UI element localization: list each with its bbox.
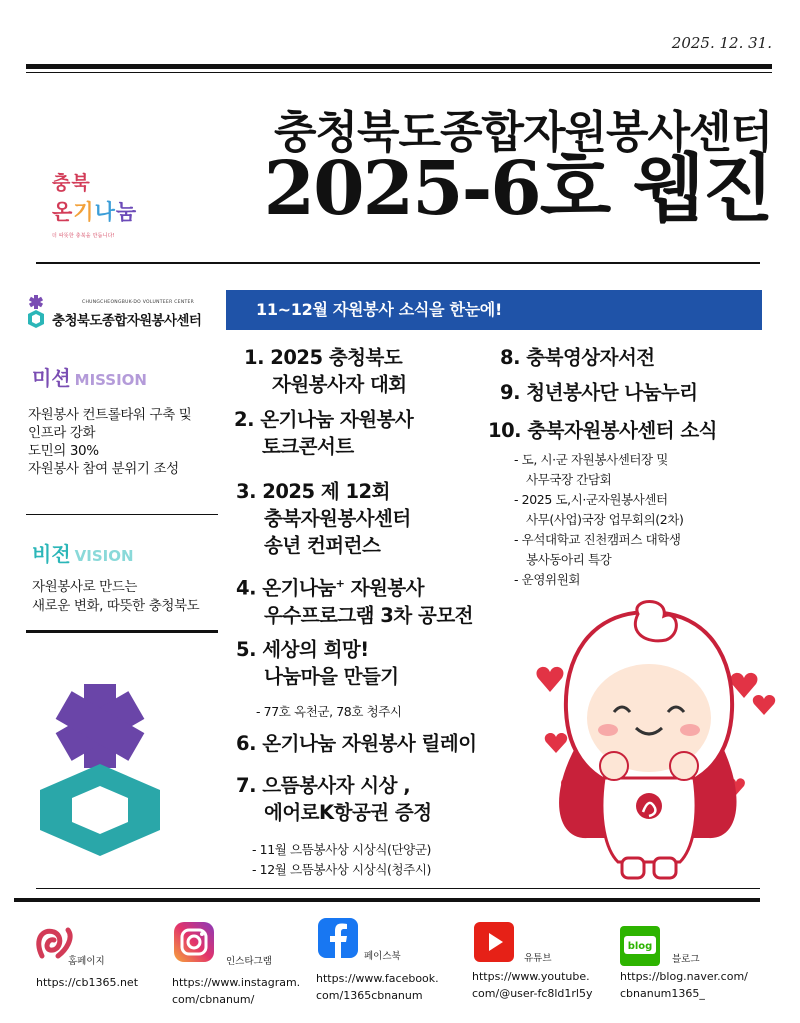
masthead-org: 충청북도종합자원봉사센터 bbox=[273, 107, 772, 158]
news-banner: 11~12월 자원봉사 소식을 한눈에! bbox=[226, 290, 762, 330]
footer-blog[interactable]: blog 블로그 https://blog.naver.com/ cbnanum1365_ bbox=[620, 918, 770, 1008]
divider bbox=[26, 630, 218, 633]
toc-item-7[interactable]: 7. 으뜸봉사자 시상 , 에어로K항공권 증정 bbox=[236, 774, 432, 824]
footer-rule-thick bbox=[14, 898, 760, 902]
top-rule bbox=[26, 64, 772, 69]
footer-rule-thin bbox=[36, 888, 760, 889]
issue-date: 2025. 12. 31. bbox=[671, 34, 772, 52]
org-korean-name: 충청북도종합자원봉사센터 bbox=[52, 313, 202, 329]
svg-text:blog: blog bbox=[627, 941, 653, 952]
toc-item-5[interactable]: 5. 세상의 희망! 나눔마을 만들기 bbox=[236, 638, 399, 688]
toc-item-7-detail: - 11월 으뜸봉사상 시상식(단양군) - 12월 으뜸봉사상 시상식(청주시) bbox=[252, 842, 431, 877]
logo-line2: 온기나눔 bbox=[52, 200, 138, 224]
facebook-icon bbox=[318, 918, 358, 958]
toc-item-9[interactable]: 9. 청년봉사단 나눔누리 bbox=[500, 381, 698, 404]
toc-item-10[interactable]: 10. 충북자원봉사센터 소식 bbox=[488, 419, 717, 442]
footer-youtube[interactable]: 유튜브 https://www.youtube. com/@user-fc8ld1rl5y bbox=[472, 918, 612, 1008]
footer-instagram[interactable]: 인스타그램 https://www.instagram. com/cbnanum/ bbox=[172, 918, 312, 1008]
mascot-character bbox=[518, 600, 780, 882]
toc-item-6[interactable]: 6. 온기나눔 자원봉사 릴레이 bbox=[236, 732, 477, 755]
logo-line1: 충북 bbox=[52, 172, 91, 194]
footer-facebook[interactable]: 페이스북 https://www.facebook. com/1365cbnanum bbox=[316, 918, 456, 1008]
logo-tagline: 더 따뜻한 충북을 만듭니다! bbox=[52, 233, 115, 239]
youtube-icon bbox=[474, 922, 514, 962]
volunteer-symbol-graphic bbox=[40, 684, 160, 856]
toc-item-3[interactable]: 3. 2025 제 12회 충북자원봉사센터 송년 컨퍼런스 bbox=[236, 480, 411, 557]
masthead-issue: 2025-6호 웹진 bbox=[263, 146, 772, 232]
vision-text: 자원봉사로 만드는 새로운 변화, 따뜻한 충청북도 bbox=[32, 579, 200, 614]
top-rule-thin bbox=[26, 72, 772, 73]
org-star-icon bbox=[26, 292, 46, 332]
vision-heading: 비전 VISION bbox=[32, 542, 134, 566]
mission-heading: 미션 MISSION bbox=[32, 366, 147, 390]
toc-item-4[interactable]: 4. 온기나눔+ 자원봉사 우수프로그램 3차 공모전 bbox=[236, 576, 474, 627]
toc-item-8[interactable]: 8. 충북영상자서전 bbox=[500, 346, 655, 369]
toc-item-10-detail: - 도, 시·군 자원봉사센터장 및 사무국장 간담회 - 2025 도,시·군자원봉사센터 사무(사업)국장 업무회의(2차) - 우석대학교 진천캠퍼스 대학생 봉사동아리 특강 - 운영위원회 bbox=[514, 452, 684, 587]
onginanum-logo bbox=[52, 168, 152, 250]
org-logo bbox=[26, 292, 222, 336]
header-bottom-rule bbox=[36, 262, 760, 264]
mission-text: 자원봉사 컨트롤타워 구축 및 인프라 강화 도민의 30% 자원봉사 참여 분위기 조성 bbox=[28, 407, 192, 477]
toc-item-2[interactable]: 2. 온기나눔 자원봉사 토크콘서트 bbox=[234, 408, 414, 458]
divider bbox=[26, 514, 218, 515]
org-english-name: CHUNGCHEONGBUK-DO VOLUNTEER CENTER bbox=[82, 300, 195, 305]
instagram-icon bbox=[172, 920, 216, 964]
toc-item-1[interactable]: 1. 2025 충청북도 자원봉사자 대회 bbox=[244, 346, 407, 396]
footer-homepage[interactable]: 홈페이지 https://cb1365.net bbox=[34, 918, 164, 1008]
blog-icon bbox=[620, 926, 660, 966]
toc-item-5-detail: - 77호 옥천군, 78호 청주시 bbox=[256, 704, 402, 719]
